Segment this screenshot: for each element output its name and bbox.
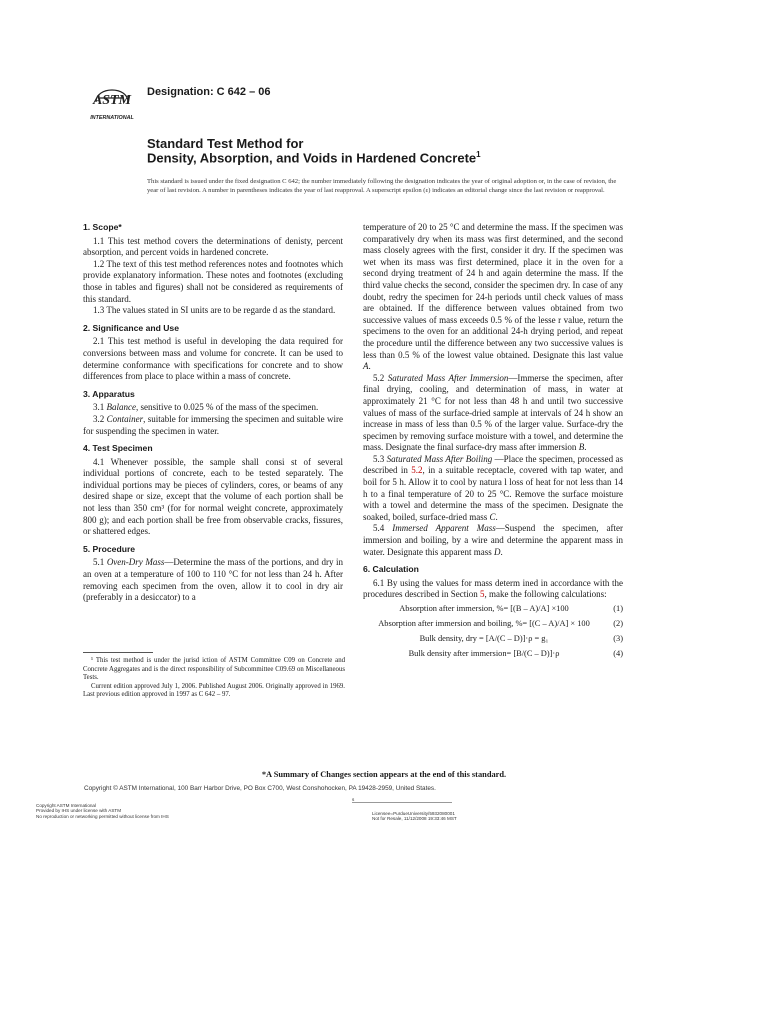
para-number: 5.1	[93, 557, 105, 568]
para-number: 5.4	[373, 523, 385, 534]
para-1-3: 1.3 The values stated in SI units are to be regarde d as the standard.	[93, 305, 336, 316]
equation-number: (3)	[613, 634, 623, 643]
para-text: temperature of 20 to 25 °C and determine the mass. If the specimen was comparatively dry when its mass was first determined, and the second mass closely agrees with the first, consider it dry. If the specimen was wet when its mass was first determined, place it in the oven for a second drying treatment of 24 h and again determine the mass. If the third value checks the second, consider the specimen dry. In case of any doubt, redry the specimen for 24-h periods until check values of mass are obtained. If the difference between values obtained from two successive values of mass exceeds 0.5 % of the lesse r value, return the specimens to the oven for an additional 24-h drying period, and repeat the procedure until the difference between any two successive values is less than 0.5 % of the lowest value obtained. Designate this last value	[363, 222, 623, 360]
license-divider	[352, 802, 452, 803]
para-text: , sensitive to 0.025 % of the mass of the specimen.	[136, 402, 319, 413]
section-5-heading: 5. Procedure	[83, 543, 136, 554]
para-text: , make the following calculations:	[484, 589, 607, 600]
para-4-1: 4.1 Whenever possible, the sample shall consi st of several individual portions of concrete, each to be tested separately. The individual portions may be pieces of cylinders, cores, or beams of any desired shape or size, except that the volume of each portion shall be not less than 350 cm³ (for for normal weight concrete, approximately 800 g); and each portion shall be free from observable cracks, fissures, or shattered edges.	[83, 456, 343, 537]
para-number: 3.2	[93, 413, 105, 424]
title-line-1: Standard Test Method for	[147, 136, 304, 151]
astm-logo-text: ASTM	[92, 93, 132, 108]
para-6-1	[363, 578, 623, 601]
term: Container	[106, 413, 144, 424]
para-text: , suitable for immersing the specimen and suitable wire for suspending the specimen in water.	[83, 413, 343, 436]
para-5-1-cont: temperature of 20 to 25 °C and determine the mass. If the specimen was comparatively dry when its mass was first determined, and the second mass closely agrees with the first, consider it dry. If the specimen was wet when its mass was first determined, place it in the oven for a second drying treatment of 24 h and again determine the mass. If the third value checks the second, consider the specimen dry. In case of any doubt, redry the specimen for 24-h periods until check values of mass are obtained. If the difference between values obtained from two successive values of mass exceeds 0.5 % of the lesse r value, return the specimens to the oven for an additional 24-h drying period, and repeat the procedure until the difference between any two successive values is less than 0.5 % of the lowest value obtained. Designate this last value A.	[363, 222, 623, 372]
side-watermark	[694, 190, 699, 270]
equation-1	[363, 601, 623, 616]
left-column	[83, 222, 343, 604]
license-left	[36, 803, 169, 819]
term: Saturated Mass After Immersion	[387, 372, 509, 383]
right-column	[363, 222, 623, 661]
equation-formula: Absorption after immersion, %= [(B – A)/A] ×100	[399, 604, 569, 613]
license-right	[372, 811, 457, 822]
equation-number: (2)	[613, 619, 623, 628]
para-number: 3.1	[93, 402, 105, 413]
equation-number: (1)	[613, 604, 623, 613]
astm-logo-subtext: INTERNATIONAL	[90, 115, 134, 121]
equation-formula: Absorption after immersion and boiling, %= [(C – A)/A] × 100	[378, 619, 590, 628]
para-text: —Suspend the specimen, after immersion and boiling, by a wire and determine the apparent mass in water. Designate this apparent mass	[363, 523, 624, 557]
para-5-3: 5.3 Saturated Mass After Boiling —Place the specimen, processed as described in 5.2, in a suitable receptacle, covered with tap water, and boil for 5 h. Allow it to cool by natura l loss of heat for not less than 14 h to a final temperature of 20 to 25 °C. Remove the surface moisture with a towel and determine the mass of the specimen. Designate the soaked, boiled, surface-dried mass C.	[363, 453, 623, 522]
section-4-heading: 4. Test Specimen	[83, 443, 153, 454]
issuance-notice: This standard is issued under the fixed designation C 642; the number immediately following the designation indicates the year of original adoption or, in the case of revision, the year of last revision. A number in parentheses indicates the year of last reapproval. A superscript epsilon (ε) indicates an editorial change since the last revision or reapproval.	[147, 178, 617, 194]
variable: C	[489, 511, 496, 522]
license-line: No reproduction or networking permitted without license from IHS	[36, 813, 169, 819]
copyright-line: Copyright © ASTM International, 100 Barr Harbor Drive, PO Box C700, West Conshohocken, PA 19428-2959, United States.	[84, 785, 436, 792]
para-2-1: 2.1 This test method is useful in developing the data required for conversions between mass and volume for concrete. It can be used to determine conformance with specifications for concrete and to show differences from place to place within a mass of concrete.	[83, 336, 343, 382]
para-1-2: 1.2 The text of this test method references notes and footnotes which provide explanatory information. These notes and footnotes (excluding those in tables and figures) shall not be considered as requirements of this standard.	[83, 258, 343, 304]
para-number: 5.2	[373, 372, 385, 383]
footnote-divider	[83, 652, 153, 653]
equation-formula: Bulk density, dry = [A/(C – D)]·ρ = g₁	[419, 634, 549, 643]
equation-4	[363, 646, 623, 661]
title-text: Density, Absorption, and Voids in Hardened Concrete	[147, 150, 477, 166]
section-6-heading: 6. Calculation	[363, 564, 419, 575]
para-text: —Place the specimen, processed as described in	[363, 453, 623, 476]
variable: B	[578, 442, 585, 453]
license-line: Licensee=PurdueUniversity/5932080001	[372, 811, 455, 816]
title-line-2	[147, 150, 481, 165]
para-3-2	[83, 414, 343, 437]
para-text: 6.1 By using the values for mass determ ined in accordance with the procedures described in Section	[363, 577, 623, 600]
para-1-1: 1.1 This test method covers the determinations of denisty, percent absorption, and percent voids in hardened concrete.	[83, 235, 343, 258]
equation-2	[363, 616, 623, 631]
variable: A	[363, 361, 369, 372]
footnote-2: Current edition approved July 1, 2006. Published August 2006. Originally approved in 1969. Last previous edition approved in 1997 as C 642 – 97.	[83, 682, 345, 699]
astm-logo	[86, 72, 138, 124]
equation-number: (4)	[613, 649, 623, 658]
footnotes	[83, 657, 345, 700]
para-text: —Immerse the specimen, after final drying, cooling, and determination of mass, in water at approximately 21 °C for not less than 48 h and until two successive values of mass of the surface-dried sample at intervals of 24 h show an increase in mass of less than 0.5 % of the larger value. Surface-dry the specimen by removing surface moisture with a towel, and determine the mass. Designate the final surface-dry mass after immersion	[363, 372, 623, 453]
section-3-heading: 3. Apparatus	[83, 388, 135, 399]
para-5-4: 5.4 Immersed Apparent Mass—Suspend the specimen, after immersion and boiling, by a wire and determine the apparent mass in water. Designate this apparent mass D.	[363, 523, 624, 557]
term: Balance	[106, 402, 136, 413]
para-5-1	[83, 557, 343, 603]
footnote-1: ¹ This test method is under the jurisd iction of ASTM Committee C09 on Concrete and Concrete Aggregates and is the direct responsibility of Subcommittee C09.69 on Miscellaneous Tests.	[83, 657, 345, 682]
variable: D	[493, 546, 501, 557]
term: Saturated Mass After Boiling	[386, 453, 493, 464]
license-mark: s	[352, 797, 355, 802]
term: Oven-Dry Mass	[106, 557, 165, 568]
title-footnote-mark: 1	[476, 150, 481, 159]
para-number: 5.3	[373, 453, 385, 464]
license-line: Copyright ASTM International	[36, 803, 97, 808]
para-text: —Determine the mass of the portions, and dry in an oven at a temperature of 100 to 110 °C for not less than 24 h. After removing each specimen from the oven, allow it to cool in dry air (preferably in a desiccator) to a	[83, 557, 344, 603]
equation-3	[363, 631, 623, 646]
term: Immersed Apparent Mass	[392, 523, 496, 534]
license-line: Provided by IHS under license with ASTM	[36, 808, 122, 814]
license-line: Not for Resale, 11/12/2008 19:33:46 MST	[372, 816, 457, 822]
equation-formula: Bulk density after immersion= [B/(C – D)]·ρ	[408, 649, 560, 658]
section-link-5[interactable]: 5	[479, 589, 485, 600]
para-5-2: 5.2 Saturated Mass After Immersion—Immerse the specimen, after final drying, cooling, and determination of mass, in water at approximately 21 °C for not less than 48 h and until two successive values of mass of the surface-dried sample at intervals of 24 h show an increase in mass of less than 0.5 % of the larger value. Surface-dry the specimen by removing surface moisture with a towel, and determine the mass. Designate the final surface-dry mass after immersion B.	[363, 372, 623, 453]
para-text: , in a suitable receptacle, covered with tap water, and boil for 5 h. Allow it to cool by natura l loss of heat for not less than 14 h to a final temperature of 20 to 25 °C. Remove the surface moisture with a towel and determine the mass of the specimen. Designate the soaked, boiled, surface-dried mass	[363, 465, 623, 522]
para-3-1	[83, 402, 343, 414]
summary-notice: *A Summary of Changes section appears at the end of this standard.	[261, 770, 507, 779]
section-link-5-2[interactable]: 5.2	[411, 465, 423, 476]
section-1-heading: 1. Scope*	[83, 222, 122, 232]
section-2-heading: 2. Significance and Use	[83, 322, 179, 333]
designation: Designation: C 642 – 06	[147, 86, 271, 98]
